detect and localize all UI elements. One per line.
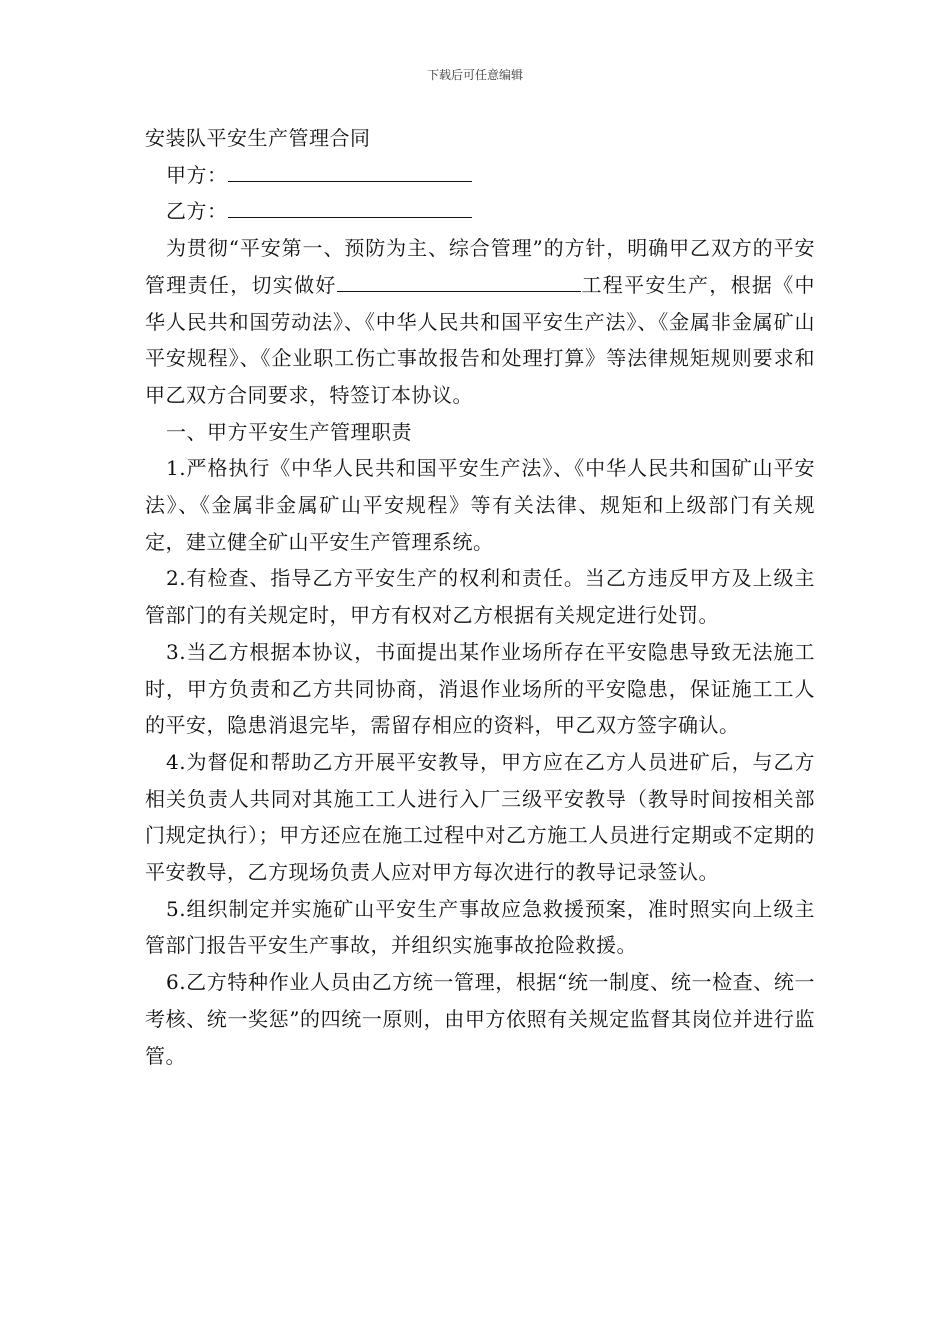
intro-part1: 为贯彻“平安第一、预防为主、综合管理”的方针，明确甲乙双方的平安管理责任，切实做好 <box>145 236 815 297</box>
clause-item: 3.当乙方根据本协议，书面提出某作业场所存在平安隐患导致无法施工时，甲方负责和乙方共同协商，消退作业场所的平安隐患，保证施工工人的平安，隐患消退完毕，需留存相应的资料，甲乙双方签字确认。 <box>145 639 815 738</box>
party-b-blank <box>228 193 472 218</box>
document-title: 安装队平安生产管理合同 <box>145 126 371 150</box>
page-header: 下载后可任意编辑 <box>426 68 523 82</box>
party-b-label: 乙方： <box>166 199 228 224</box>
clause-item: 4.为督促和帮助乙方开展平安教导，甲方应在乙方人员进矿后，与乙方相关负责人共同对其施工工人进行入厂三级平安教导（教导时间按相关部门规定执行）；甲方还应在施工过程中对乙方施工人员进行定期或不定期的平安教导，乙方现场负责人应对甲方每次进行的教导记录签认。 <box>145 749 815 885</box>
party-b-line <box>145 193 815 230</box>
section-heading: 一、甲方平安生产管理职责 <box>166 419 412 444</box>
clause-item: 1.严格执行《中华人民共和国平安生产法》、《中华人民共和国矿山平安法》、《金属非金属矿山平安规程》等有关法律、规矩和上级部门有关规定，建立健全矿山平安生产管理系统。 <box>145 456 815 554</box>
party-a-label: 甲方： <box>166 162 228 187</box>
clause-item: 5.组织制定并实施矿山平安生产事故应急救援预案，准时照实向上级主管部门报告平安生产事故，并组织实施事故抢险救援。 <box>145 896 815 958</box>
clause-item: 6.乙方特种作业人员由乙方统一管理，根据“统一制度、统一检查、统一考核、统一奖惩”的四统一原则，由甲方依照有关规定监督其岗位并进行监管。 <box>145 970 815 1068</box>
party-a-line <box>145 157 815 194</box>
intro-part2: 工程平安生产，根据《中华人民共和国劳动法》、《中华人民共和国平安生产法》、《金属非金属矿山平安规程》、《企业职工伤亡事故报告和处理打算》等法律规矩规则要求和甲乙双方合同要求，特签订本协议。 <box>145 272 816 407</box>
party-a-blank <box>228 157 472 182</box>
project-name-blank <box>337 267 581 292</box>
clause-item: 2.有检查、指导乙方平安生产的权利和责任。当乙方违反甲方及上级主管部门的有关规定时，甲方有权对乙方根据有关规定进行处罚。 <box>145 566 815 628</box>
document-body <box>145 120 815 1074</box>
intro-paragraph <box>145 230 815 414</box>
